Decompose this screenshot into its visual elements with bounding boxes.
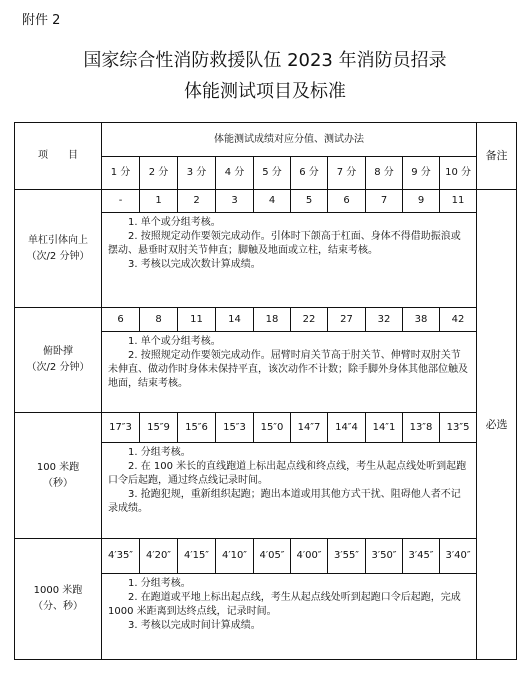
score-value: 4′00″ (291, 539, 328, 574)
attachment-label: 附件 2 (22, 13, 61, 28)
score-header: 3 分 (178, 157, 216, 190)
item-unit-line: （次/2 分钟） (26, 362, 90, 373)
score-value: 42 (440, 308, 477, 332)
score-value: 14″1 (366, 413, 403, 443)
method-100m (102, 443, 477, 539)
page-title-line1: 国家综合性消防救援队伍 2023 年消防员招录 (83, 50, 447, 71)
score-value: 3 (216, 190, 254, 213)
score-value: 15″9 (140, 413, 178, 443)
score-header: 6 分 (291, 157, 328, 190)
score-header: 8 分 (366, 157, 403, 190)
score-value: 27 (328, 308, 366, 332)
method-step: 2. 按照规定动作要领完成动作。屈臂时肩关节高于肘关节、伸臂时双肘关节未伸直、做动作时身体未保持平直，该次动作不计数；除手脚外身体其他部位触及地面，结束考核。 (108, 350, 468, 389)
item-name-line: 1000 米跑 (33, 585, 83, 596)
score-value: 6 (328, 190, 366, 213)
score-value: 14 (216, 308, 254, 332)
page-title-line2: 体能测试项目及标准 (184, 81, 346, 102)
score-value: 18 (254, 308, 291, 332)
item-name-pullup (15, 190, 102, 308)
score-value: 4′10″ (216, 539, 254, 574)
score-value: 3′50″ (366, 539, 403, 574)
item-unit-line: （秒） (43, 477, 73, 489)
score-value: 15″3 (216, 413, 254, 443)
item-name-pushup (15, 308, 102, 413)
score-value: 7 (366, 190, 403, 213)
method-step: 3. 抢跑犯规，重新组织起跑；跑出本道或用其他方式干扰、阻碍他人者不记录成绩。 (108, 489, 461, 514)
score-value: 5 (291, 190, 328, 213)
score-header: 1 分 (102, 157, 140, 190)
header-remark: 备注 (477, 123, 517, 190)
score-header: 9 分 (403, 157, 440, 190)
item-name-100m (15, 413, 102, 539)
score-value: 14″4 (328, 413, 366, 443)
header-group: 体能测试成绩对应分值、测试办法 (102, 123, 477, 157)
method-pullup (102, 213, 477, 308)
method-step: 1. 单个或分组考核。 (128, 217, 221, 228)
score-value: 4′15″ (178, 539, 216, 574)
method-step: 1. 分组考核。 (128, 447, 191, 458)
score-value: 13″5 (440, 413, 477, 443)
score-value: 14″7 (291, 413, 328, 443)
score-value: 4′05″ (254, 539, 291, 574)
score-value: 1 (140, 190, 178, 213)
item-unit-line: （次/2 分钟） (26, 250, 90, 262)
header-item: 项 目 (15, 123, 102, 190)
score-value: 3′40″ (440, 539, 477, 574)
method-pushup (102, 332, 477, 413)
score-value: 3′45″ (403, 539, 440, 574)
standards-table (14, 122, 517, 660)
score-value: 38 (403, 308, 440, 332)
method-step: 3. 考核以完成次数计算成绩。 (128, 259, 261, 270)
score-value: 4′35″ (102, 539, 140, 574)
item-unit-line: （分、秒） (33, 601, 83, 612)
method-1000m (102, 574, 477, 660)
score-header: 2 分 (140, 157, 178, 190)
item-name-line: 俯卧撑 (43, 346, 73, 357)
score-value: 4 (254, 190, 291, 213)
score-value: 22 (291, 308, 328, 332)
score-header: 5 分 (254, 157, 291, 190)
score-value: 32 (366, 308, 403, 332)
score-value: 3′55″ (328, 539, 366, 574)
method-step: 2. 按照规定动作要领完成动作。引体时下颌高于杠面、身体不得借助振浪或摆动、悬垂时双肘关节伸直；脚触及地面或立柱，结束考核。 (108, 231, 461, 256)
score-value: 2 (178, 190, 216, 213)
score-value: 11 (440, 190, 477, 213)
item-name-line: 单杠引体向上 (28, 234, 88, 246)
score-value: 15″6 (178, 413, 216, 443)
item-name-1000m (15, 539, 102, 660)
score-value: 13″8 (403, 413, 440, 443)
score-value: 6 (102, 308, 140, 332)
method-step: 3. 考核以完成时间计算成绩。 (128, 620, 261, 631)
score-header: 4 分 (216, 157, 254, 190)
score-value: 11 (178, 308, 216, 332)
score-header: 10 分 (440, 157, 477, 190)
item-name-line: 100 米跑 (36, 461, 80, 473)
score-value: 4′20″ (140, 539, 178, 574)
score-value: - (102, 190, 140, 213)
score-header: 7 分 (328, 157, 366, 190)
method-step: 2. 在跑道或平地上标出起点线，考生从起点线处听到起跑口令后起跑，完成 1000 米距离到达终点线，记录时间。 (108, 592, 461, 617)
method-step: 2. 在 100 米长的直线跑道上标出起点线和终点线，考生从起点线处听到起跑口令后起跑，通过终点线记录时间。 (108, 461, 467, 486)
method-step: 1. 单个或分组考核。 (128, 336, 221, 347)
score-value: 8 (140, 308, 178, 332)
score-value: 9 (403, 190, 440, 213)
method-step: 1. 分组考核。 (128, 578, 191, 589)
remark-required: 必选 (477, 190, 517, 660)
score-value: 17″3 (102, 413, 140, 443)
score-value: 15″0 (254, 413, 291, 443)
